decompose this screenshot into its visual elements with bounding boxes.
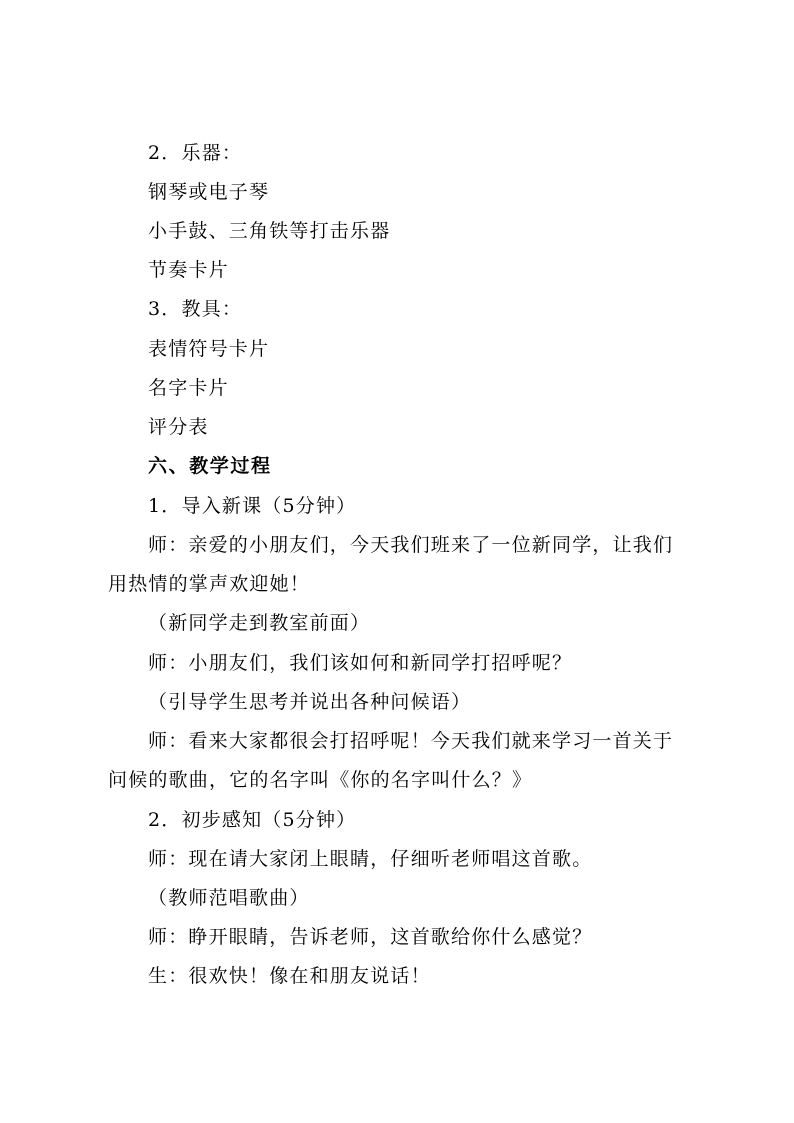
list-item-instruments-heading: 2．乐器： [148, 142, 243, 164]
list-item-rhythm-cards: 节奏卡片 [148, 259, 229, 281]
paragraph-line: 师：现在请大家闭上眼睛，仔细听老师唱这首歌。 [148, 848, 593, 870]
list-item-piano: 钢琴或电子琴 [148, 181, 270, 203]
list-item-emoji-cards: 表情符号卡片 [148, 338, 270, 360]
paragraph-line: 师：睁开眼睛，告诉老师，这首歌给你什么感觉？ [148, 926, 593, 948]
list-item-score-sheet: 评分表 [148, 416, 209, 438]
paragraph-line: 师：小朋友们，我们该如何和新同学打招呼呢？ [148, 652, 573, 674]
paragraph-line: 用热情的掌声欢迎她！ [108, 573, 311, 595]
paragraph-line: 问候的歌曲，它的名字叫《你的名字叫什么？》 [108, 769, 533, 791]
subheading-initial-perception: 2．初步感知（5分钟） [148, 809, 357, 831]
paragraph-line: 师：亲爱的小朋友们，今天我们班来了一位新同学，让我们 [148, 534, 674, 556]
subheading-introduction: 1．导入新课（5分钟） [148, 495, 357, 517]
stage-direction: （新同学走到教室前面） [148, 612, 371, 634]
list-item-percussion: 小手鼓、三角铁等打击乐器 [148, 220, 391, 242]
section-heading-teaching-process: 六、教学过程 [148, 455, 272, 477]
paragraph-line: 生：很欢快！像在和朋友说话！ [148, 965, 431, 987]
list-item-teaching-aids-heading: 3．教具： [148, 298, 243, 320]
stage-direction: （引导学生思考并说出各种问候语） [148, 691, 472, 713]
paragraph-line: 师：看来大家都很会打招呼呢！今天我们就来学习一首关于 [148, 730, 674, 752]
list-item-name-cards: 名字卡片 [148, 377, 229, 399]
stage-direction: （教师范唱歌曲） [148, 887, 310, 909]
